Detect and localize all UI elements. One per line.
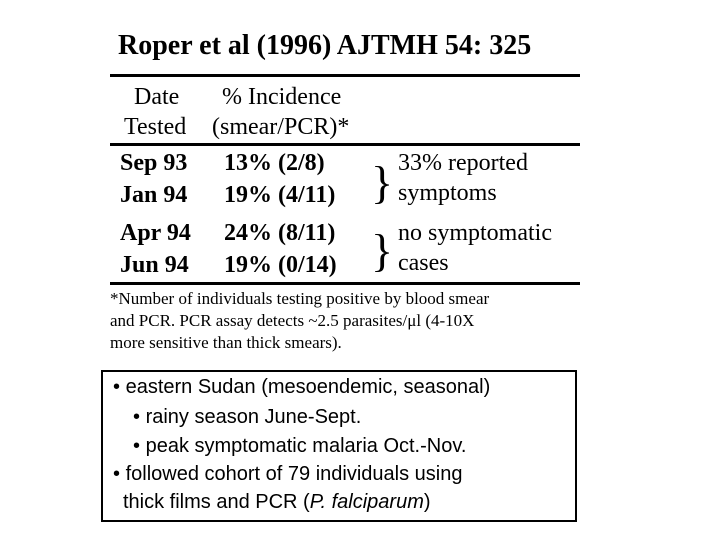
row-incidence: 19% (0/14) bbox=[224, 252, 337, 278]
bullet-item bbox=[113, 463, 462, 486]
sub-bullet-item bbox=[133, 406, 361, 429]
header-date-line2: Tested bbox=[124, 114, 187, 140]
sub-bullet-item bbox=[133, 435, 466, 458]
header-incidence-line2: (smear/PCR)* bbox=[212, 114, 350, 140]
note-line: 33% reported bbox=[398, 150, 528, 176]
bullet-icon: • bbox=[133, 435, 141, 457]
row-incidence: 24% (8/11) bbox=[224, 220, 336, 246]
bullet-text: peak symptomatic malaria Oct.-Nov. bbox=[145, 435, 467, 457]
bullet-box bbox=[101, 370, 577, 522]
bullet-text: eastern Sudan (mesoendemic, seasonal) bbox=[125, 376, 491, 398]
footnote-line: and PCR. PCR assay detects ~2.5 parasites/μl (4-10X bbox=[110, 311, 475, 330]
bullet-icon: • bbox=[113, 463, 121, 485]
table-top-rule bbox=[110, 74, 580, 77]
table-header-rule bbox=[110, 143, 580, 146]
brace-icon: } bbox=[371, 157, 394, 208]
header-date-line1: Date bbox=[134, 84, 180, 110]
bullet-icon: • bbox=[133, 406, 141, 428]
mu-symbol: μ bbox=[407, 311, 417, 330]
note-line: no symptomatic bbox=[398, 220, 552, 246]
bullet-icon: • bbox=[113, 376, 121, 398]
footnote-line: *Number of individuals testing positive by blood smear bbox=[110, 289, 490, 308]
bullet-item bbox=[113, 376, 490, 399]
row-date: Apr 94 bbox=[120, 220, 191, 246]
brace-icon: } bbox=[371, 225, 394, 276]
row-date: Sep 93 bbox=[120, 150, 188, 176]
row-incidence: 13% (2/8) bbox=[224, 150, 325, 176]
row-incidence: 19% (4/11) bbox=[224, 182, 336, 208]
table-footnote bbox=[110, 288, 580, 354]
bullet-continuation: thick films and PCR (P. falciparum) bbox=[123, 491, 431, 513]
note-line: cases bbox=[398, 250, 449, 276]
slide-title: Roper et al (1996) AJTMH 54: 325 bbox=[118, 30, 532, 61]
row-date: Jan 94 bbox=[120, 182, 188, 208]
footnote-line: more sensitive than thick smears). bbox=[110, 333, 342, 352]
table-bottom-rule bbox=[110, 282, 580, 285]
header-incidence-line1: % Incidence bbox=[222, 84, 342, 110]
species-name: P. falciparum bbox=[309, 491, 424, 513]
bullet-text: rainy season June-Sept. bbox=[145, 406, 362, 428]
bullet-text: followed cohort of 79 individuals using bbox=[125, 463, 463, 485]
row-date: Jun 94 bbox=[120, 252, 189, 278]
note-line: symptoms bbox=[398, 180, 497, 206]
